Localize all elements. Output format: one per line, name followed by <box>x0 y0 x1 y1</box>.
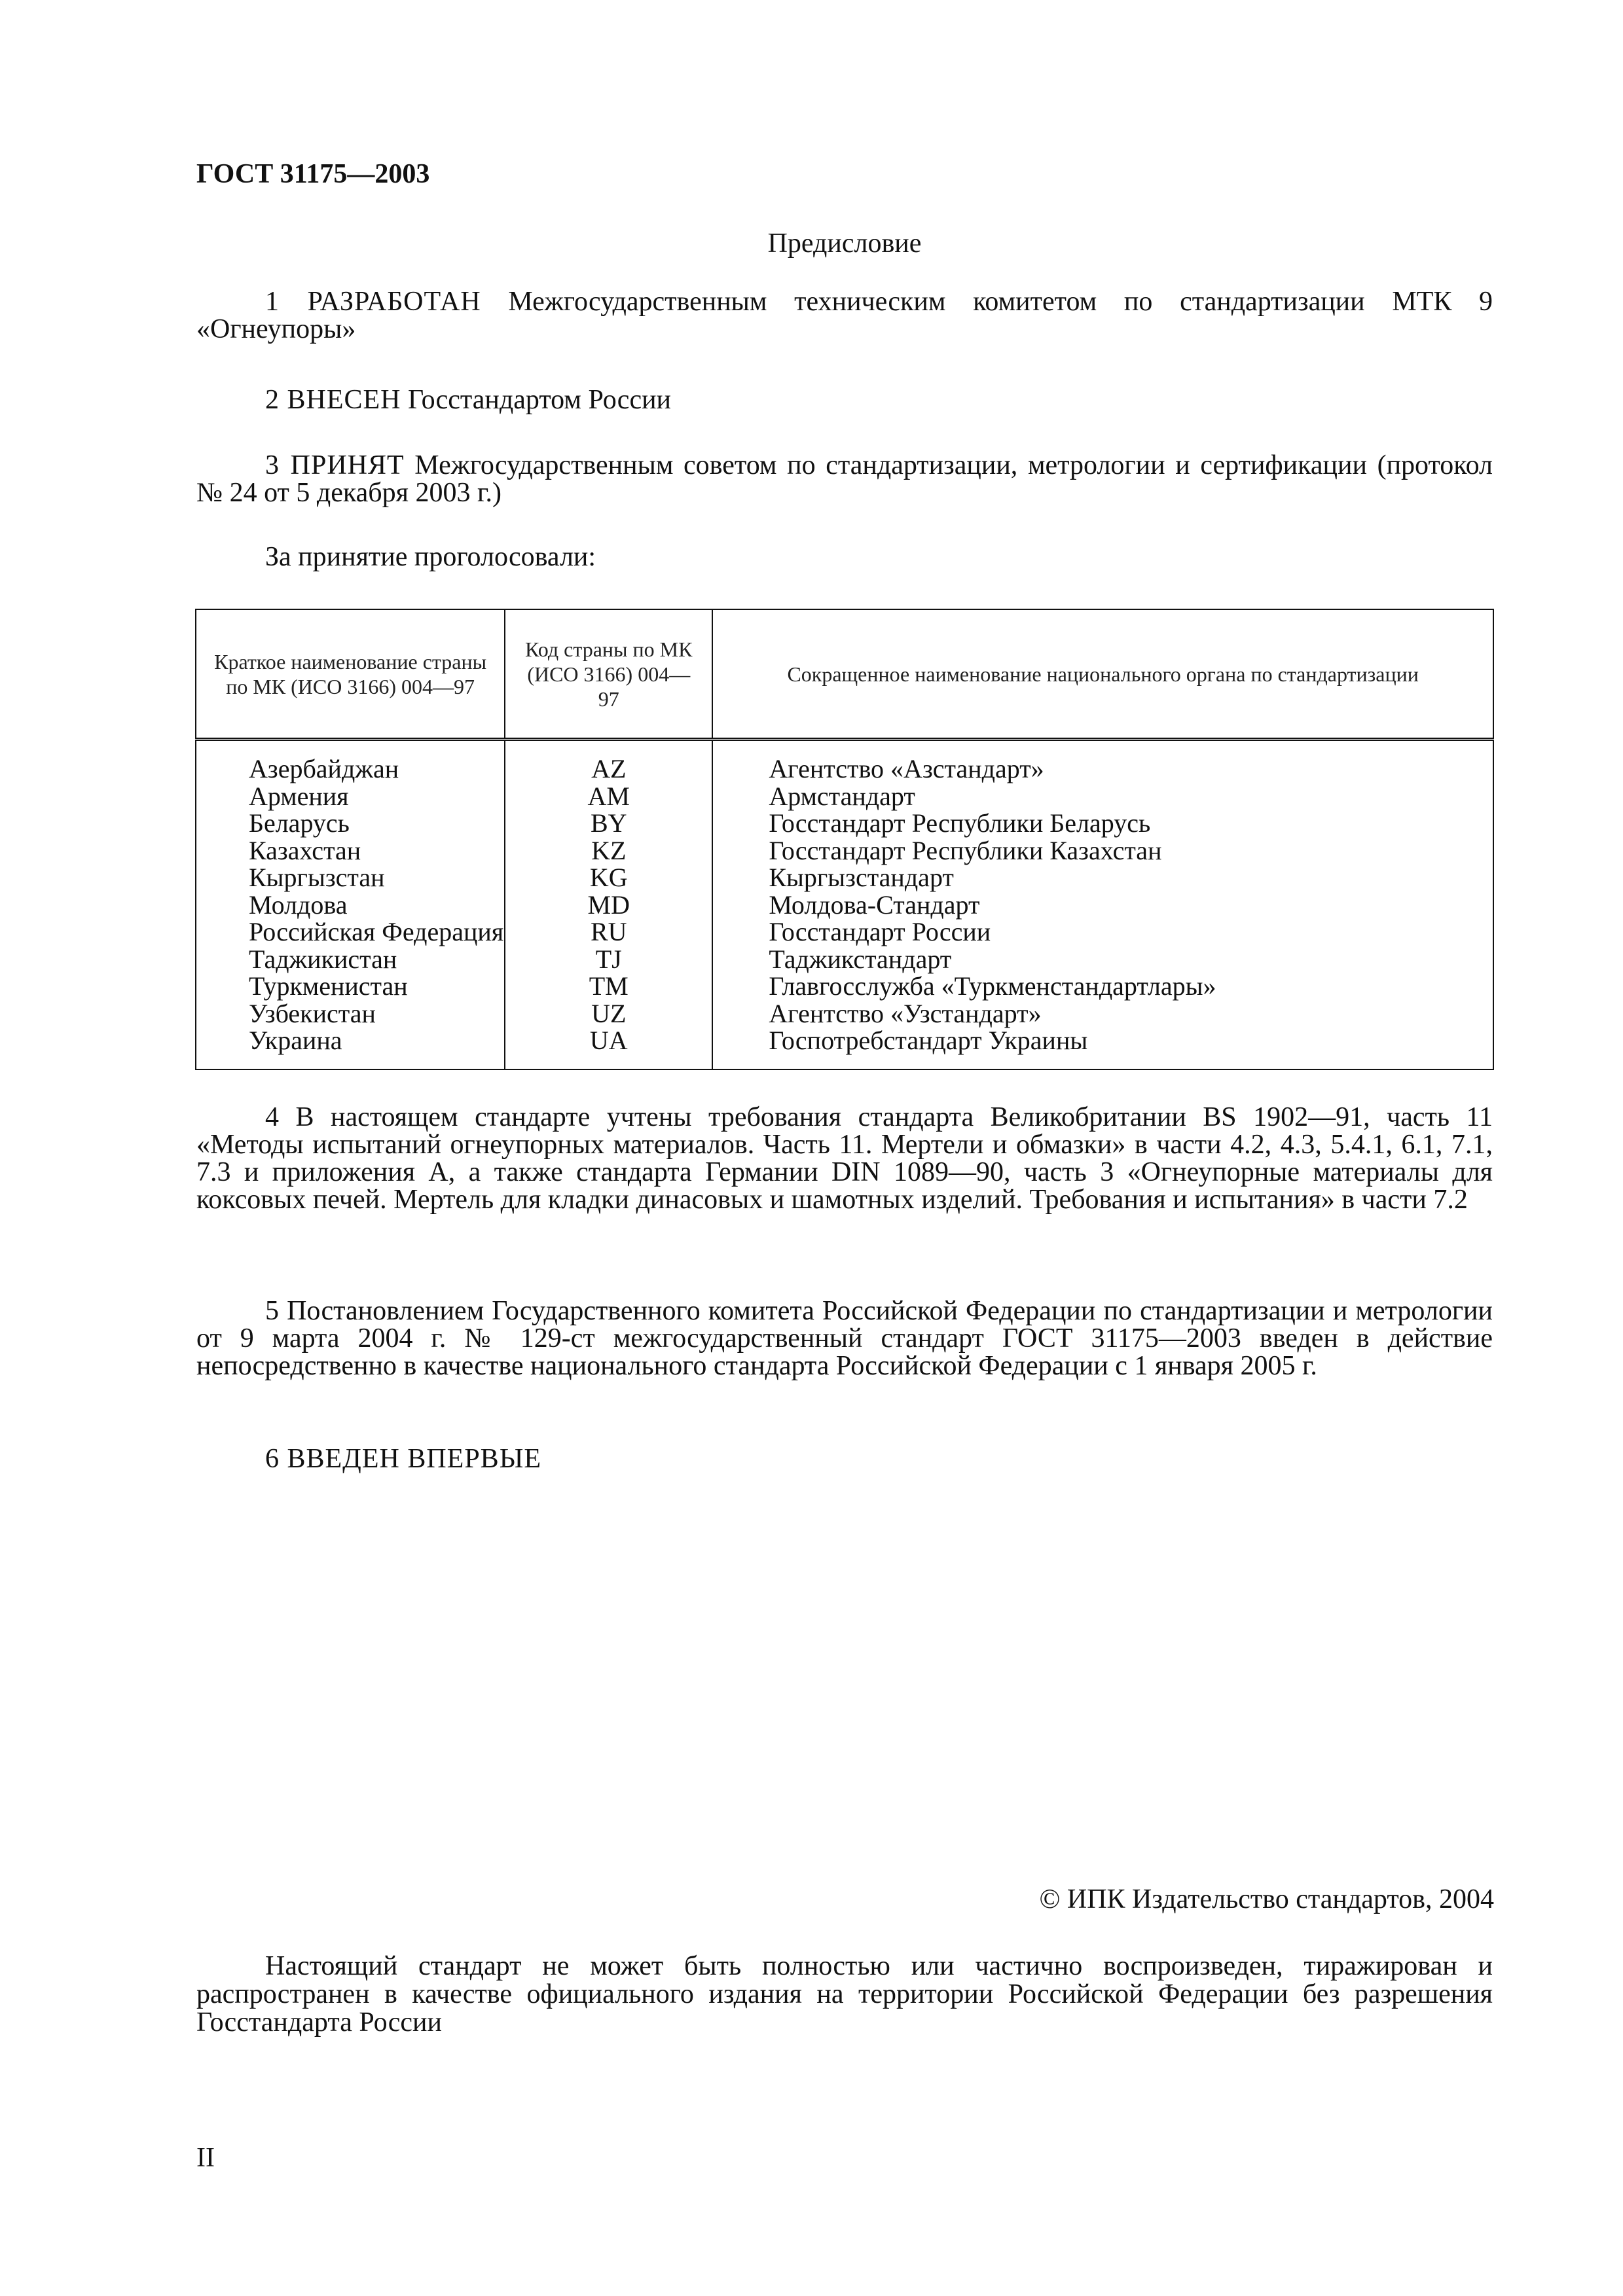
national-body-cell: Агентство «Азстандарт» <box>769 754 1044 783</box>
voting-countries-table <box>195 609 1494 1070</box>
country-name-cell: Украина <box>249 1026 342 1055</box>
table-body-row <box>196 740 1493 1070</box>
item-2-lead: 2 ВНЕСЕН <box>265 385 401 415</box>
item-1-lead: 1 РАЗРАБОТАН <box>265 287 481 317</box>
paragraph-6: 6 ВВЕДЕН ВПЕРВЫЕ <box>265 1444 541 1474</box>
header-country-code: Код страны по МК (ИСО 3166) 004—97 <box>505 609 712 740</box>
page-title: Предисловие <box>767 228 922 259</box>
item-1-developed <box>196 288 1493 343</box>
country-code-cell: TM <box>589 971 629 1001</box>
national-bodies-column <box>712 740 1493 1070</box>
country-code-cell: UZ <box>591 998 627 1028</box>
document-id: ГОСТ 31175—2003 <box>196 159 430 189</box>
country-codes-column <box>505 740 712 1070</box>
national-body-cell: Госстандарт Республики Беларусь <box>769 808 1151 838</box>
country-code-cell: RU <box>590 917 627 946</box>
paragraph-5: 5 Постановлением Государственного комитета Российской Федерации по стандартизации и метрологии от 9 марта 2004 г. № 129-ст межгосударственный стандарт ГОСТ 31175—2003 введен в действие непосредственно в качестве национального стандарта Российской Федерации с 1 января 2005 г. <box>196 1296 1493 1381</box>
country-names-column <box>196 740 505 1070</box>
item-2-introduced <box>196 386 1493 414</box>
country-name-cell: Армения <box>249 781 349 811</box>
national-body-cell: Молдова-Стандарт <box>769 889 980 920</box>
country-name-cell: Таджикистан <box>249 944 397 974</box>
country-code-cell: AM <box>587 781 630 811</box>
country-code-cell: KG <box>589 863 628 892</box>
header-country-name: Краткое наименование страны по МК (ИСО 3166) 004—97 <box>196 609 505 740</box>
national-body-cell: Агентство «Узстандарт» <box>769 998 1042 1028</box>
item-2-text: Госстандартом России <box>401 385 672 415</box>
item-1-text: Межгосударственным техническим комитетом по стандартизации МТК 9 «Огнеупоры» <box>196 287 1493 344</box>
national-body-cell: Кыргызстандарт <box>769 863 954 892</box>
country-code-cell: KZ <box>591 835 627 865</box>
country-name-cell: Беларусь <box>249 808 350 838</box>
country-code-cell: MD <box>587 889 630 920</box>
country-code-cell: UA <box>589 1026 628 1055</box>
country-name-cell: Казахстан <box>249 835 361 865</box>
paragraph-4: 4 В настоящем стандарте учтены требования стандарта Великобритании BS 1902—91, часть 11 «Методы испытаний огнеупорных материалов. Часть 11. Мертели и обмазки» в части 4.2, 4.3, 5.4.1, 6.1, 7.1, 7.3 и приложения А, а также стандарта Германии DIN 1089—90, часть 3 «Огнеупорные материалы для коксовых печей. Мертель для кладки динасовых и шамотных изделий. Требования и испытания» в части 7.2 <box>196 1102 1493 1215</box>
national-body-cell: Госпотребстандарт Украины <box>769 1026 1088 1055</box>
country-name-cell: Туркменистан <box>249 971 408 1001</box>
country-code-cell: TJ <box>595 944 622 974</box>
vote-intro: За принятие проголосовали: <box>265 542 596 572</box>
reproduction-notice: Настоящий стандарт не может быть полностью или частично воспроизведен, тиражирован и распространен в качестве официального издания на территории Российской Федерации без разрешения Госстандарта России <box>196 1951 1493 2037</box>
country-name-cell: Кыргызстан <box>249 863 385 892</box>
national-body-cell: Госстандарт Республики Казахстан <box>769 835 1162 865</box>
national-body-cell: Главгосслужба «Туркменстандартлары» <box>769 971 1216 1001</box>
country-name-cell: Азербайджан <box>249 754 399 783</box>
national-body-cell: Таджикстандарт <box>769 944 952 974</box>
copyright-line: © ИПК Издательство стандартов, 2004 <box>1039 1884 1494 1914</box>
national-body-cell: Армстандарт <box>769 781 915 811</box>
table-header-row <box>196 609 1493 740</box>
country-name-cell: Молдова <box>249 889 348 920</box>
country-code-cell: BY <box>590 808 627 838</box>
country-name-cell: Российская Федерация <box>249 917 504 946</box>
item-3-lead: 3 ПРИНЯТ <box>265 450 405 480</box>
header-national-body: Сокращенное наименование национального органа по стандартизации <box>712 609 1493 740</box>
national-body-cell: Госстандарт России <box>769 917 991 946</box>
country-name-cell: Узбекистан <box>249 998 376 1028</box>
item-3-text: Межгосударственным советом по стандартизации, метрологии и сертификации (протокол № 24 от 5 декабря 2003 г.) <box>196 450 1493 508</box>
country-code-cell: AZ <box>591 754 627 783</box>
page-number: II <box>196 2143 215 2173</box>
item-3-adopted <box>196 452 1493 507</box>
